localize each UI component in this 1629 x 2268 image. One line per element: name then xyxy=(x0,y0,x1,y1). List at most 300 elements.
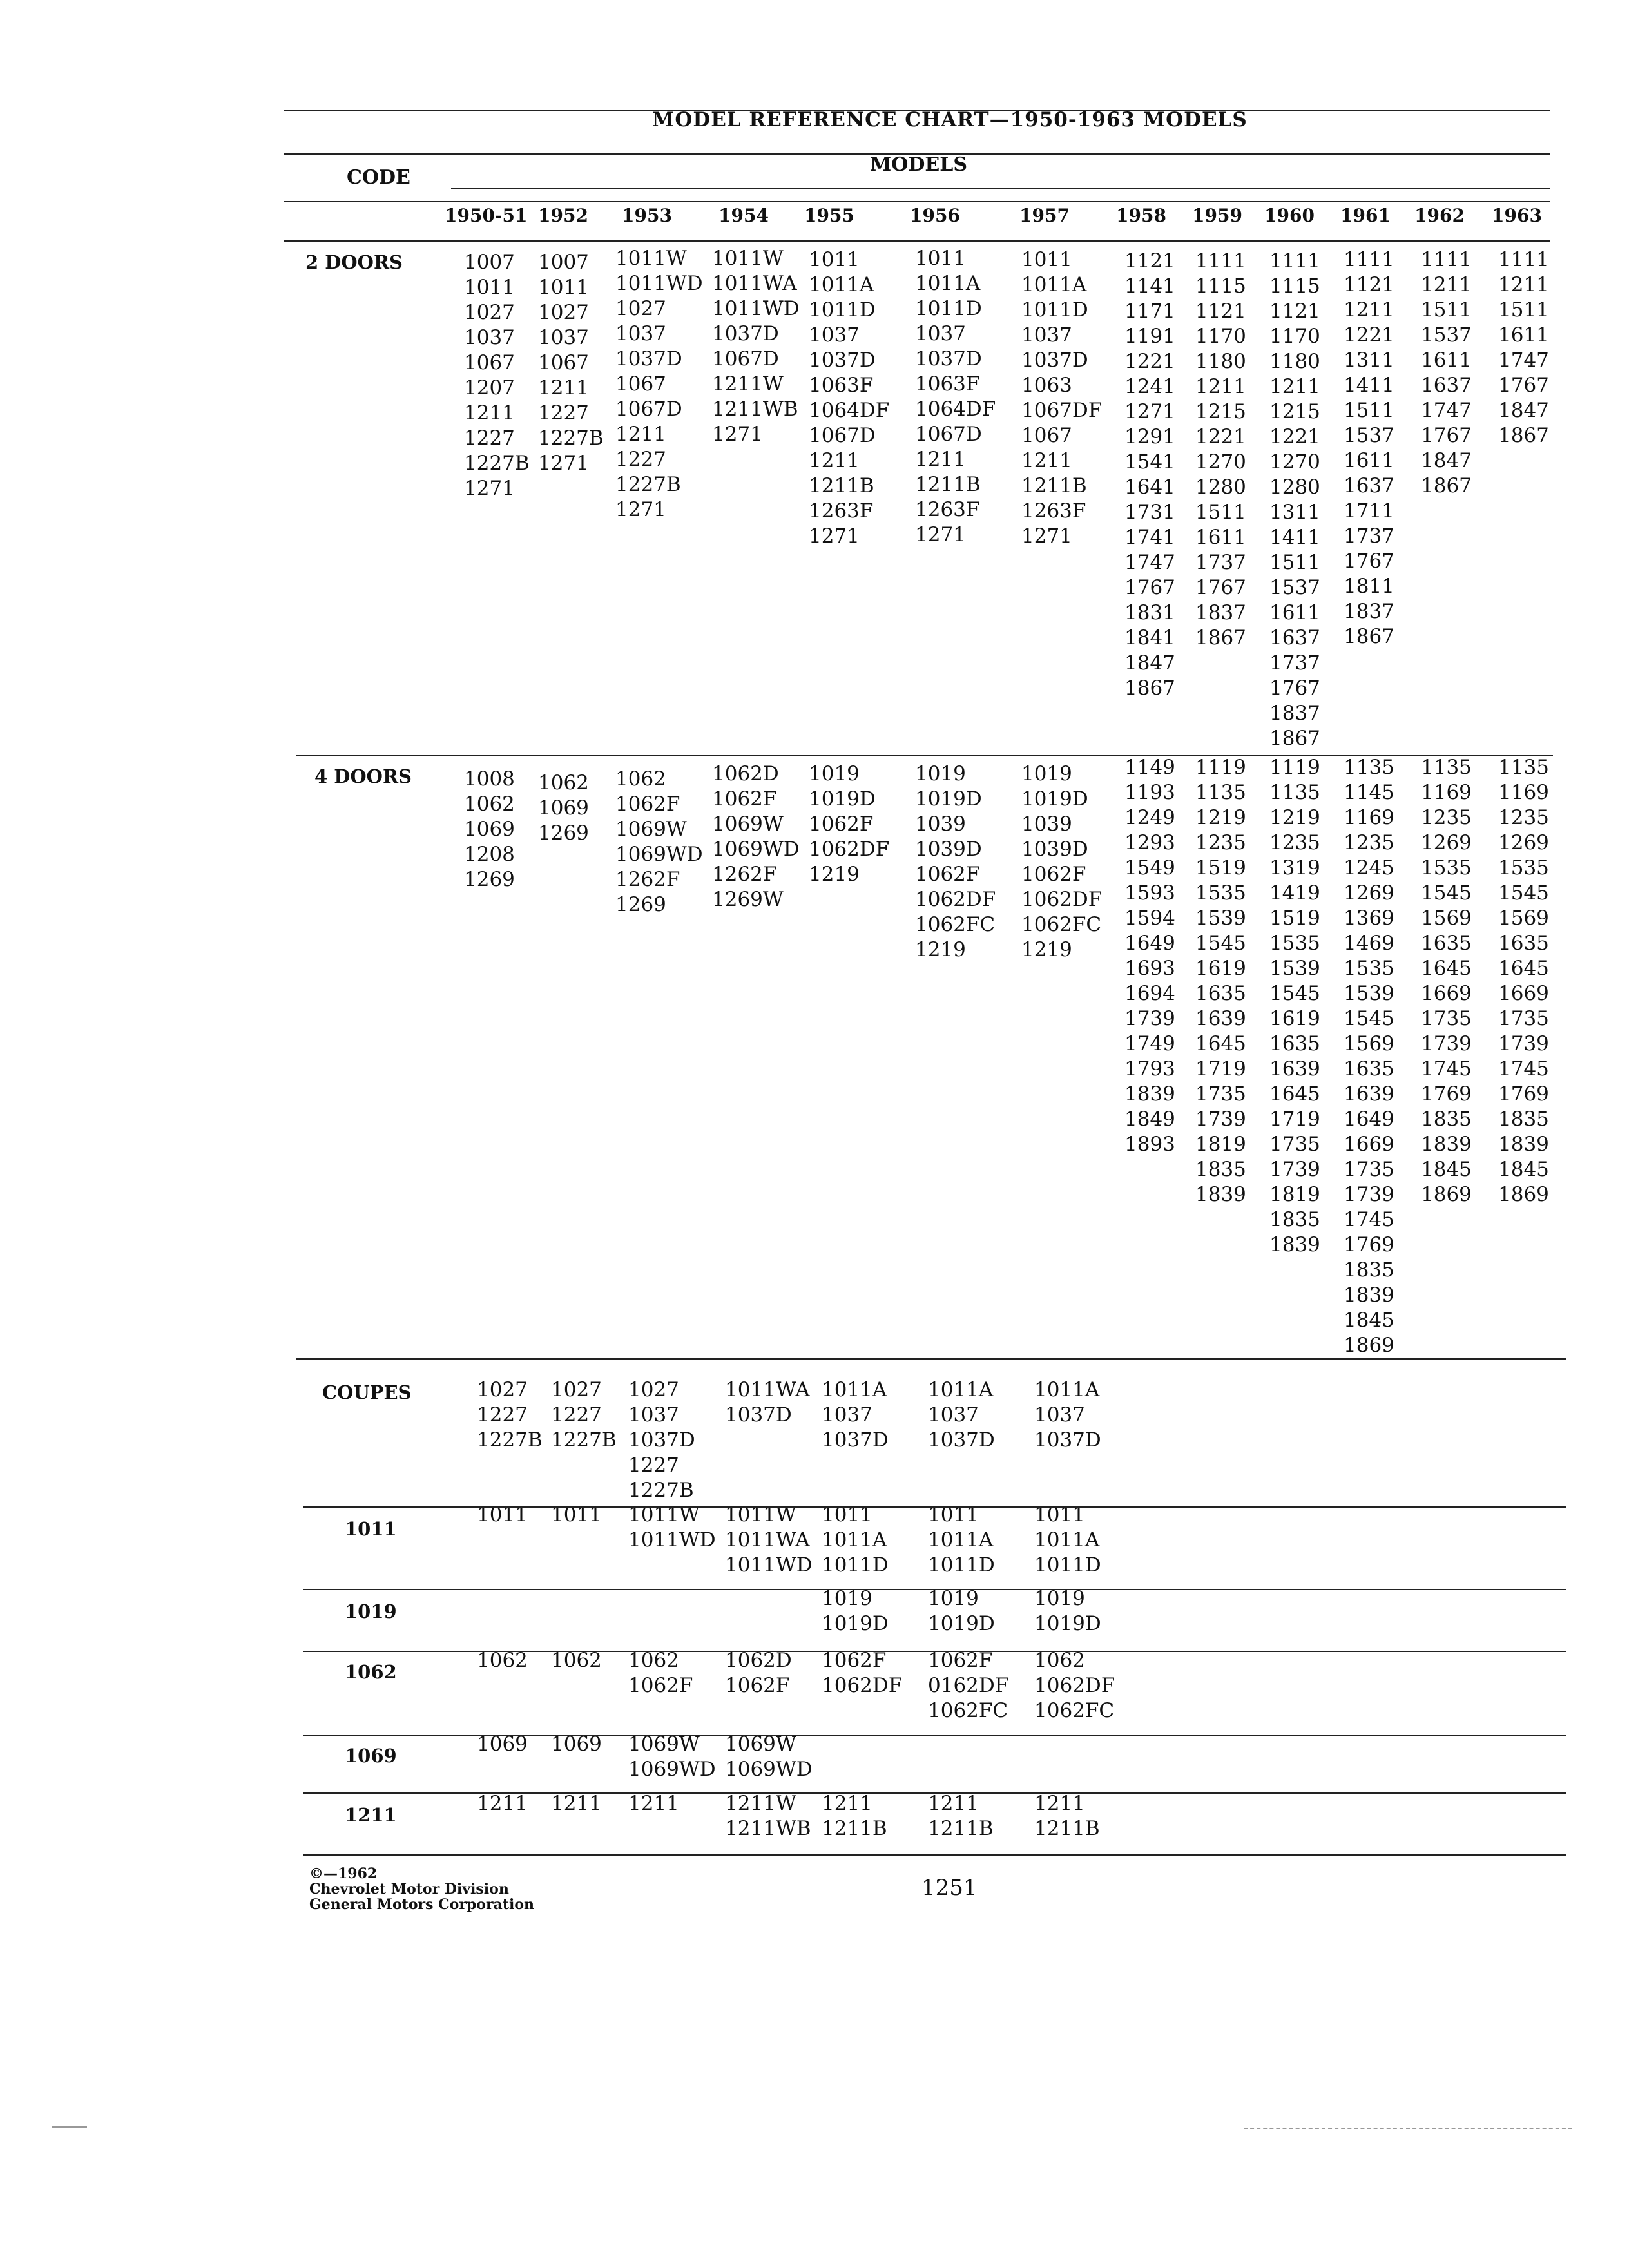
model-number: 1221 xyxy=(1124,350,1175,373)
model-number: 1119 xyxy=(1195,756,1246,779)
model-number: 1545 xyxy=(1421,881,1472,905)
model-number: 1215 xyxy=(1195,400,1246,423)
model-number: 1769 xyxy=(1498,1082,1549,1106)
model-number: 1211 xyxy=(1195,375,1246,398)
model-number: 1069 xyxy=(477,1733,528,1756)
model-number: 1037 xyxy=(464,326,515,349)
model-number: 1019D xyxy=(915,787,982,811)
model-number: 1027 xyxy=(477,1378,528,1401)
model-number: 1227B xyxy=(628,1479,694,1502)
model-number: 1263F xyxy=(915,498,980,521)
model-number: 1027 xyxy=(538,301,589,324)
model-column xyxy=(725,1732,813,1782)
model-number: 1411 xyxy=(1344,374,1394,397)
model-number: 1169 xyxy=(1498,781,1549,804)
model-column xyxy=(464,767,515,892)
model-number: 1037D xyxy=(725,1403,792,1427)
year-header-1: 1952 xyxy=(538,205,588,226)
page-number: 1251 xyxy=(921,1875,978,1901)
model-number: 1219 xyxy=(1021,938,1072,961)
model-number: 1135 xyxy=(1421,756,1472,779)
model-number: 1037 xyxy=(628,1403,679,1427)
model-number: 1211 xyxy=(538,376,589,399)
model-number: 1869 xyxy=(1344,1334,1394,1357)
model-column xyxy=(809,762,889,887)
model-column xyxy=(725,1503,813,1578)
model-number: 1011A xyxy=(1034,1378,1100,1401)
model-number: 1411 xyxy=(1269,526,1320,549)
model-number: 1011D xyxy=(915,297,982,320)
model-column xyxy=(1034,1503,1101,1578)
model-number: 1069W xyxy=(615,818,687,841)
model-column xyxy=(628,1378,695,1503)
model-number: 1037 xyxy=(822,1403,872,1427)
model-number: 1735 xyxy=(1421,1007,1472,1030)
model-number: 1121 xyxy=(1124,249,1175,273)
model-number: 1845 xyxy=(1421,1158,1472,1181)
model-number: 1011D xyxy=(928,1553,995,1577)
model-number: 1063F xyxy=(915,372,980,396)
model-number: 1649 xyxy=(1344,1108,1394,1131)
model-number: 1893 xyxy=(1124,1133,1175,1156)
model-number: 1115 xyxy=(1195,274,1246,298)
model-number: 1019D xyxy=(822,1612,889,1635)
model-number: 1711 xyxy=(1344,499,1394,523)
model-number: 1739 xyxy=(1195,1108,1246,1131)
model-column xyxy=(915,246,996,548)
model-number: 1062DF xyxy=(915,888,996,911)
model-number: 1011 xyxy=(538,276,589,299)
model-number: 1270 xyxy=(1195,450,1246,474)
model-number: 1735 xyxy=(1498,1007,1549,1030)
model-number: 1037D xyxy=(628,1428,695,1452)
model-number: 1639 xyxy=(1195,1007,1246,1030)
model-number: 1645 xyxy=(1498,957,1549,980)
section-label-coupes: COUPES xyxy=(322,1381,412,1403)
model-number: 1227 xyxy=(477,1403,528,1427)
model-column xyxy=(551,1378,617,1453)
model-column xyxy=(477,1791,528,1816)
model-number: 1639 xyxy=(1344,1082,1394,1106)
model-number: 1227 xyxy=(615,448,666,471)
model-column xyxy=(615,767,703,918)
model-number: 1219 xyxy=(1195,806,1246,829)
model-number: 1819 xyxy=(1195,1133,1246,1156)
model-number: 1241 xyxy=(1124,375,1175,398)
model-number: 1867 xyxy=(1269,727,1320,750)
model-number: 1747 xyxy=(1498,349,1549,372)
model-number: 1011 xyxy=(477,1503,528,1526)
model-number: 1215 xyxy=(1269,400,1320,423)
model-number: 1062F xyxy=(822,1649,887,1672)
rule-after-4-doors xyxy=(296,1358,1566,1360)
model-number: 1121 xyxy=(1344,273,1394,296)
model-column xyxy=(928,1503,995,1578)
model-number: 1737 xyxy=(1195,551,1246,574)
model-number: 1011A xyxy=(1034,1528,1100,1552)
model-number: 1837 xyxy=(1344,600,1394,623)
model-number: 1067D xyxy=(615,398,682,421)
model-number: 1535 xyxy=(1344,957,1394,980)
model-number: 1227B xyxy=(477,1428,543,1452)
model-number: 1645 xyxy=(1269,1082,1320,1106)
model-column xyxy=(538,250,604,476)
model-number: 1069W xyxy=(725,1733,796,1756)
rule-years-bottom xyxy=(284,240,1550,242)
model-number: 1062FC xyxy=(1034,1699,1115,1722)
model-number: 1193 xyxy=(1124,781,1175,804)
model-number: 1545 xyxy=(1344,1007,1394,1030)
model-number: 1635 xyxy=(1421,932,1472,955)
model-number: 1611 xyxy=(1269,601,1320,624)
rule-title-bottom xyxy=(284,153,1550,155)
model-number: 1227 xyxy=(538,401,589,425)
model-number: 1867 xyxy=(1124,677,1175,700)
model-number: 1037 xyxy=(915,322,966,345)
year-header-11: 1962 xyxy=(1414,205,1465,226)
model-number: 1235 xyxy=(1498,806,1549,829)
model-number: 1719 xyxy=(1269,1108,1320,1131)
model-number: 1111 xyxy=(1195,249,1246,273)
rule-top xyxy=(284,110,1550,111)
model-number: 1019 xyxy=(1034,1587,1085,1610)
model-column xyxy=(712,246,800,447)
model-number: 1011W xyxy=(628,1503,700,1526)
model-number: 1069WD xyxy=(615,843,703,866)
model-number: 1221 xyxy=(1195,425,1246,448)
model-number: 1739 xyxy=(1498,1032,1549,1055)
model-number: 1511 xyxy=(1421,298,1472,322)
model-number: 1008 xyxy=(464,767,515,791)
model-number: 1207 xyxy=(464,376,515,399)
model-column xyxy=(1344,247,1394,649)
model-number: 1835 xyxy=(1195,1158,1246,1181)
model-number: 1867 xyxy=(1421,474,1472,497)
model-number: 1211 xyxy=(1269,375,1320,398)
model-number: 1062FC xyxy=(915,913,996,936)
model-column xyxy=(1124,755,1175,1157)
model-column xyxy=(1034,1378,1101,1453)
footer-credits xyxy=(309,1866,534,1912)
code-header: CODE xyxy=(347,166,410,189)
model-number: 1011W xyxy=(712,247,784,270)
model-number: 1019D xyxy=(1021,787,1088,811)
model-number: 1037 xyxy=(1034,1403,1085,1427)
model-number: 1069WD xyxy=(628,1758,716,1781)
model-number: 1569 xyxy=(1498,907,1549,930)
model-number: 1069W xyxy=(628,1733,700,1756)
model-number: 1037 xyxy=(809,323,860,347)
model-number: 1549 xyxy=(1124,856,1175,879)
model-number: 1211B xyxy=(1021,474,1087,497)
model-number: 1062FC xyxy=(1021,913,1102,936)
model-column xyxy=(477,1378,543,1453)
model-number: 1171 xyxy=(1124,300,1175,323)
model-number: 1062 xyxy=(464,793,515,816)
model-number: 1067 xyxy=(538,351,589,374)
model-number: 1067 xyxy=(464,351,515,374)
model-number: 1211 xyxy=(615,423,666,446)
model-number: 1293 xyxy=(1124,831,1175,854)
footer-corporation: General Motors Corporation xyxy=(309,1896,535,1913)
model-number: 1594 xyxy=(1124,907,1175,930)
model-number: 1062DF xyxy=(1034,1674,1115,1697)
model-number: 1545 xyxy=(1269,982,1320,1005)
model-number: 1847 xyxy=(1421,449,1472,472)
model-number: 1545 xyxy=(1498,881,1549,905)
model-number: 1741 xyxy=(1124,526,1175,549)
model-number: 1211 xyxy=(915,448,966,471)
model-column xyxy=(928,1648,1008,1724)
model-column xyxy=(1269,249,1320,751)
model-number: 1019D xyxy=(928,1612,995,1635)
model-number: 1062DF xyxy=(822,1674,903,1697)
model-number: 1011A xyxy=(822,1528,887,1552)
model-number: 1271 xyxy=(1021,524,1072,548)
model-number: 1063F xyxy=(809,374,874,397)
model-number: 1169 xyxy=(1344,806,1394,829)
model-number: 1011 xyxy=(1021,248,1072,271)
year-header-6: 1957 xyxy=(1019,205,1070,226)
model-number: 1027 xyxy=(464,301,515,324)
model-number: 1221 xyxy=(1344,323,1394,347)
model-number: 1869 xyxy=(1421,1183,1472,1206)
model-number: 1011D xyxy=(1034,1553,1101,1577)
year-header-8: 1959 xyxy=(1192,205,1242,226)
rule-after-1019 xyxy=(303,1651,1566,1652)
year-header-12: 1963 xyxy=(1492,205,1542,226)
model-number: 1669 xyxy=(1498,982,1549,1005)
model-number: 1019 xyxy=(928,1587,979,1610)
model-number: 1619 xyxy=(1269,1007,1320,1030)
model-number: 1062 xyxy=(538,771,589,794)
rule-models xyxy=(451,188,1550,189)
model-number: 1845 xyxy=(1498,1158,1549,1181)
model-number: 1062DF xyxy=(809,838,890,861)
model-number: 1211WB xyxy=(712,398,798,421)
model-number: 1769 xyxy=(1344,1233,1394,1256)
model-number: 1007 xyxy=(538,251,589,274)
model-number: 1511 xyxy=(1195,501,1246,524)
model-number: 1191 xyxy=(1124,325,1175,348)
model-number: 1011D xyxy=(1021,298,1088,322)
model-number: 1211B xyxy=(928,1817,994,1840)
model-number: 1693 xyxy=(1124,957,1175,980)
model-number: 1867 xyxy=(1195,626,1246,649)
model-number: 1062 xyxy=(615,767,666,791)
model-number: 1064DF xyxy=(915,398,996,421)
model-number: 1541 xyxy=(1124,450,1175,474)
year-header-10: 1961 xyxy=(1340,205,1391,226)
models-header: MODELS xyxy=(870,153,967,176)
model-number: 1745 xyxy=(1498,1057,1549,1081)
model-number: 1011A xyxy=(822,1378,887,1401)
model-number: 1121 xyxy=(1269,300,1320,323)
model-number: 1847 xyxy=(1498,399,1549,422)
model-column xyxy=(1195,249,1246,651)
model-number: 1849 xyxy=(1124,1108,1175,1131)
model-number: 1067D xyxy=(712,347,779,370)
model-number: 1069 xyxy=(538,796,589,820)
model-number: 1062FC xyxy=(928,1699,1008,1722)
model-number: 1227 xyxy=(551,1403,602,1427)
model-number: 1067 xyxy=(1021,424,1072,447)
model-number: 1069 xyxy=(464,818,515,841)
model-number: 1641 xyxy=(1124,476,1175,499)
model-number: 1062 xyxy=(551,1649,602,1672)
model-column xyxy=(1021,247,1102,549)
model-number: 1037D xyxy=(809,349,876,372)
rule-after-1062 xyxy=(303,1735,1566,1736)
model-number: 1211B xyxy=(822,1817,887,1840)
model-number: 1731 xyxy=(1124,501,1175,524)
model-column xyxy=(1034,1791,1100,1841)
model-number: 1839 xyxy=(1269,1233,1320,1256)
model-number: 1037 xyxy=(615,322,666,345)
model-column xyxy=(628,1648,693,1698)
model-number: 1169 xyxy=(1421,781,1472,804)
model-number: 1180 xyxy=(1195,350,1246,373)
rule-after-1211 xyxy=(303,1854,1566,1856)
model-number: 1867 xyxy=(1498,424,1549,447)
model-number: 1219 xyxy=(809,863,860,886)
year-header-3: 1954 xyxy=(718,205,769,226)
model-number: 1062F xyxy=(928,1649,993,1672)
model-number: 1539 xyxy=(1269,957,1320,980)
rule-code xyxy=(284,201,1550,202)
model-number: 1611 xyxy=(1421,349,1472,372)
model-number: 1235 xyxy=(1344,831,1394,854)
model-number: 1262F xyxy=(712,863,777,886)
model-number: 1271 xyxy=(464,477,515,500)
model-number: 1235 xyxy=(1195,831,1246,854)
model-number: 1135 xyxy=(1498,756,1549,779)
model-number: 1767 xyxy=(1269,677,1320,700)
model-number: 1767 xyxy=(1124,576,1175,599)
rule-after-2-doors xyxy=(296,755,1553,756)
model-number: 1611 xyxy=(1498,323,1549,347)
model-number: 1069WD xyxy=(712,838,800,861)
model-number: 1111 xyxy=(1344,248,1394,271)
model-number: 1271 xyxy=(809,524,860,548)
model-column xyxy=(928,1791,994,1841)
model-number: 1737 xyxy=(1344,524,1394,548)
model-column xyxy=(822,1648,902,1698)
model-number: 1739 xyxy=(1124,1007,1175,1030)
model-number: 1819 xyxy=(1269,1183,1320,1206)
model-number: 1767 xyxy=(1344,550,1394,573)
model-number: 1011WD xyxy=(628,1528,716,1552)
model-number: 1645 xyxy=(1195,1032,1246,1055)
model-number: 1839 xyxy=(1421,1133,1472,1156)
model-number: 1211 xyxy=(1421,273,1472,296)
model-number: 1011WA xyxy=(712,272,797,295)
section-label-1062: 1062 xyxy=(345,1661,397,1683)
model-number: 1211B xyxy=(915,473,981,496)
model-number: 1739 xyxy=(1269,1158,1320,1181)
model-number: 1037D xyxy=(915,347,982,370)
model-number: 1149 xyxy=(1124,756,1175,779)
model-number: 0162DF xyxy=(928,1674,1009,1697)
model-number: 1635 xyxy=(1195,982,1246,1005)
model-number: 1211B xyxy=(809,474,874,497)
model-column xyxy=(628,1503,716,1553)
model-number: 1245 xyxy=(1344,856,1394,879)
model-number: 1062F xyxy=(615,793,680,816)
model-number: 1749 xyxy=(1124,1032,1175,1055)
model-number: 1537 xyxy=(1344,424,1394,447)
model-column xyxy=(551,1791,602,1816)
model-number: 1270 xyxy=(1269,450,1320,474)
model-number: 1135 xyxy=(1195,781,1246,804)
chart-title: MODEL REFERENCE CHART—1950-1963 MODELS xyxy=(652,108,1248,131)
model-column xyxy=(1034,1648,1115,1724)
model-number: 1735 xyxy=(1344,1158,1394,1181)
model-column xyxy=(822,1791,887,1841)
model-number: 1037 xyxy=(538,326,589,349)
model-number: 1069W xyxy=(712,812,784,836)
model-number: 1535 xyxy=(1195,881,1246,905)
model-number: 1111 xyxy=(1498,248,1549,271)
model-number: 1135 xyxy=(1269,781,1320,804)
model-number: 1545 xyxy=(1195,932,1246,955)
model-number: 1111 xyxy=(1269,249,1320,273)
model-number: 1271 xyxy=(538,452,589,475)
model-number: 1062 xyxy=(1034,1649,1085,1672)
model-column xyxy=(928,1586,995,1637)
rule-after-coupes xyxy=(303,1506,1566,1508)
model-number: 1011 xyxy=(915,247,966,270)
model-column xyxy=(712,762,800,912)
model-number: 1011WD xyxy=(712,297,800,320)
model-number: 1011WA xyxy=(725,1528,810,1552)
model-number: 1227 xyxy=(628,1454,679,1477)
model-number: 1011A xyxy=(1021,273,1087,296)
model-number: 1519 xyxy=(1269,907,1320,930)
model-number: 1037D xyxy=(928,1428,995,1452)
model-number: 1537 xyxy=(1269,576,1320,599)
model-number: 1062 xyxy=(628,1649,679,1672)
model-number: 1211 xyxy=(477,1792,528,1815)
model-number: 1219 xyxy=(915,938,966,961)
model-number: 1011 xyxy=(464,276,515,299)
model-number: 1170 xyxy=(1195,325,1246,348)
model-number: 1845 xyxy=(1344,1309,1394,1332)
model-number: 1669 xyxy=(1421,982,1472,1005)
model-number: 1027 xyxy=(628,1378,679,1401)
model-number: 1227 xyxy=(464,427,515,450)
model-number: 1062D xyxy=(725,1649,792,1672)
model-column xyxy=(809,247,889,549)
model-number: 1747 xyxy=(1421,399,1472,422)
model-number: 1011A xyxy=(915,272,981,295)
model-number: 1062F xyxy=(725,1674,790,1697)
model-number: 1180 xyxy=(1269,350,1320,373)
model-number: 1115 xyxy=(1269,274,1320,298)
model-number: 1067D xyxy=(915,423,982,446)
model-number: 1211 xyxy=(628,1792,679,1815)
model-number: 1227B xyxy=(464,452,530,475)
model-number: 1011WD xyxy=(725,1553,813,1577)
model-number: 1280 xyxy=(1269,476,1320,499)
model-number: 1135 xyxy=(1344,756,1394,779)
section-label-4-doors: 4 DOORS xyxy=(314,765,412,787)
model-number: 1019 xyxy=(822,1587,872,1610)
year-header-0: 1950-51 xyxy=(445,205,528,226)
model-number: 1011WD xyxy=(615,272,703,295)
model-number: 1835 xyxy=(1344,1258,1394,1282)
model-number: 1211W xyxy=(712,372,784,396)
